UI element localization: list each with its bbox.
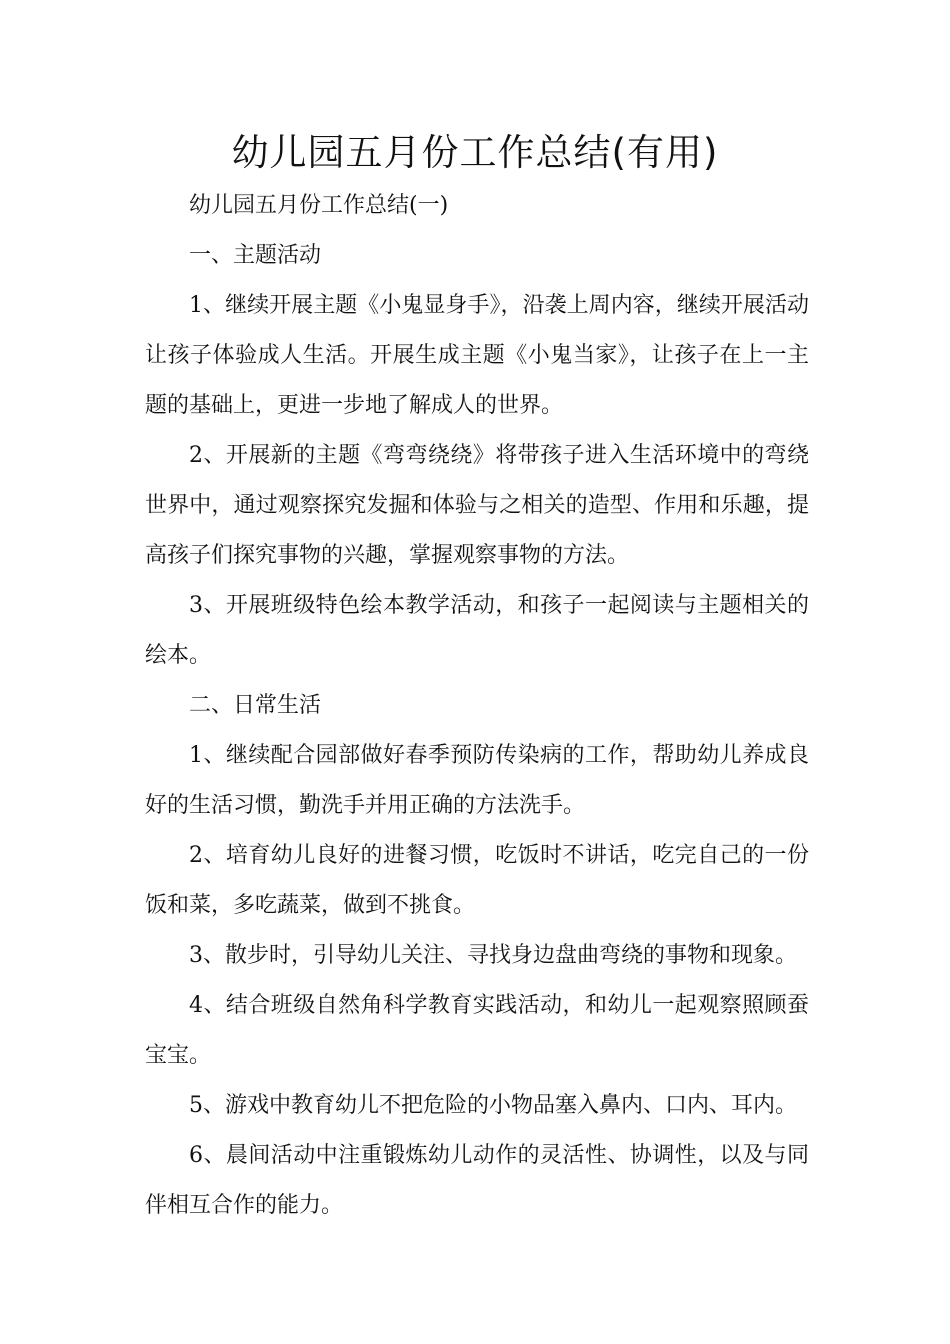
paragraph: 3、开展班级特色绘本教学活动，和孩子一起阅读与主题相关的绘本。 [145, 593, 809, 668]
paragraph: 2、培育幼儿良好的进餐习惯，吃饭时不讲话，吃完自己的一份饭和菜，多吃蔬菜，做到不挑食。 [145, 843, 809, 918]
paragraph: 2、开展新的主题《弯弯绕绕》将带孩子进入生活环境中的弯绕世界中，通过观察探究发掘和体验与之相关的造型、作用和乐趣，提高孩子们探究事物的兴趣，掌握观察事物的方法。 [145, 443, 809, 568]
document-title: 幼儿园五月份工作总结(有用) [231, 131, 719, 174]
document-body [145, 181, 809, 1231]
paragraph: 3、散步时，引导幼儿关注、寻找身边盘曲弯绕的事物和现象。 [189, 943, 797, 968]
paragraph: 1、继续开展主题《小鬼显身手》，沿袭上周内容，继续开展活动让孩子体验成人生活。开展生成主题《小鬼当家》，让孩子在上一主题的基础上，更进一步地了解成人的世界。 [145, 293, 809, 418]
section-heading-daily-life: 二、日常生活 [189, 693, 322, 718]
section-subtitle: 幼儿园五月份工作总结(一) [189, 193, 449, 218]
section-heading-theme-activities: 一、主题活动 [189, 243, 322, 268]
paragraph: 6、晨间活动中注重锻炼幼儿动作的灵活性、协调性，以及与同伴相互合作的能力。 [145, 1143, 809, 1218]
paragraph: 1、继续配合园部做好春季预防传染病的工作，帮助幼儿养成良好的生活习惯，勤洗手并用正确的方法洗手。 [145, 743, 809, 818]
paragraph: 4、结合班级自然角科学教育实践活动，和幼儿一起观察照顾蚕宝宝。 [145, 993, 809, 1068]
paragraph: 5、游戏中教育幼儿不把危险的小物品塞入鼻内、口内、耳内。 [189, 1093, 797, 1118]
